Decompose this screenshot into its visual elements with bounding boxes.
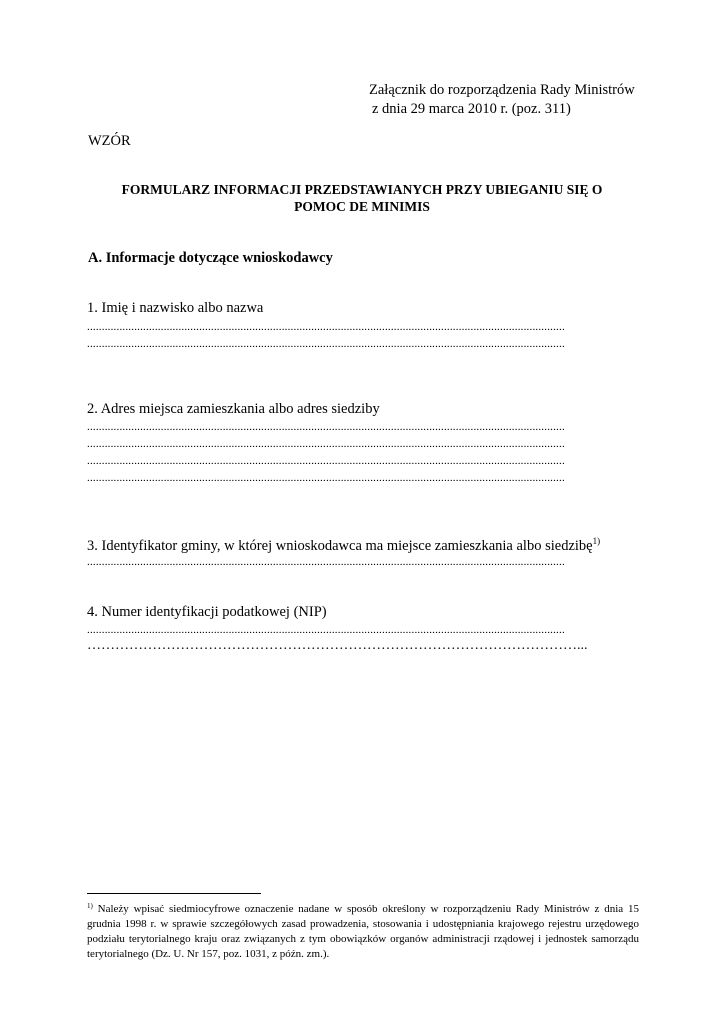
field-4-line-2[interactable]: ……………………………………………………………………………………………... bbox=[87, 638, 588, 653]
field-1-line-2[interactable]: .................................................................................................................................................................. bbox=[87, 338, 565, 350]
footnote-separator bbox=[87, 893, 261, 894]
annex-line-1: Załącznik do rozporządzenia Rady Ministrów bbox=[369, 82, 635, 98]
form-title-line-2: POMOC DE MINIMIS bbox=[294, 199, 430, 214]
field-2-label: 2. Adres miejsca zamieszkania albo adres siedziby bbox=[87, 401, 380, 417]
field-3-label bbox=[87, 536, 600, 555]
form-title bbox=[88, 181, 636, 215]
field-1-label: 1. Imię i nazwisko albo nazwa bbox=[87, 300, 264, 316]
annex-line-2: z dnia 29 marca 2010 r. (poz. 311) bbox=[372, 101, 571, 117]
field-1-line-1[interactable]: .................................................................................................................................................................. bbox=[87, 321, 565, 333]
footnote-marker: 1) bbox=[87, 902, 93, 910]
annex-header bbox=[369, 81, 635, 119]
template-label: WZÓR bbox=[88, 133, 131, 149]
field-2-line-1[interactable]: .................................................................................................................................................................. bbox=[87, 421, 565, 433]
footnote-text: Należy wpisać siedmiocyfrowe oznaczenie nadane w sposób określony w rozporządzeniu Rady Ministrów z dnia 15 grudnia 1998 r. w sprawie szczegółowych zasad prowadzenia, stosowania i udostępniania krajowego rejestru urzędowego podziału terytorialnego kraju oraz związanych z tym obowiązków organów administracji rządowej i jednostek samorządu terytorialnego (Dz. U. Nr 157, poz. 1031, z późn. zm.). bbox=[87, 903, 639, 960]
field-4-line-1[interactable]: .................................................................................................................................................................. bbox=[87, 624, 565, 636]
field-2-line-2[interactable]: .................................................................................................................................................................. bbox=[87, 438, 565, 450]
field-3-footnote-ref: 1) bbox=[592, 536, 601, 546]
field-3-label-text: 3. Identyfikator gminy, w której wnioskodawca ma miejsce zamieszkania albo siedzibę bbox=[87, 538, 593, 554]
footnote bbox=[87, 899, 639, 962]
section-a-heading: A. Informacje dotyczące wnioskodawcy bbox=[88, 250, 333, 266]
field-4-label: 4. Numer identyfikacji podatkowej (NIP) bbox=[87, 604, 327, 620]
field-2-line-3[interactable]: .................................................................................................................................................................. bbox=[87, 455, 565, 467]
field-2-line-4[interactable]: .................................................................................................................................................................. bbox=[87, 472, 565, 484]
field-3-line-1[interactable]: .................................................................................................................................................................. bbox=[87, 556, 565, 568]
form-title-line-1: FORMULARZ INFORMACJI PRZEDSTAWIANYCH PRZY UBIEGANIU SIĘ O bbox=[121, 182, 603, 197]
